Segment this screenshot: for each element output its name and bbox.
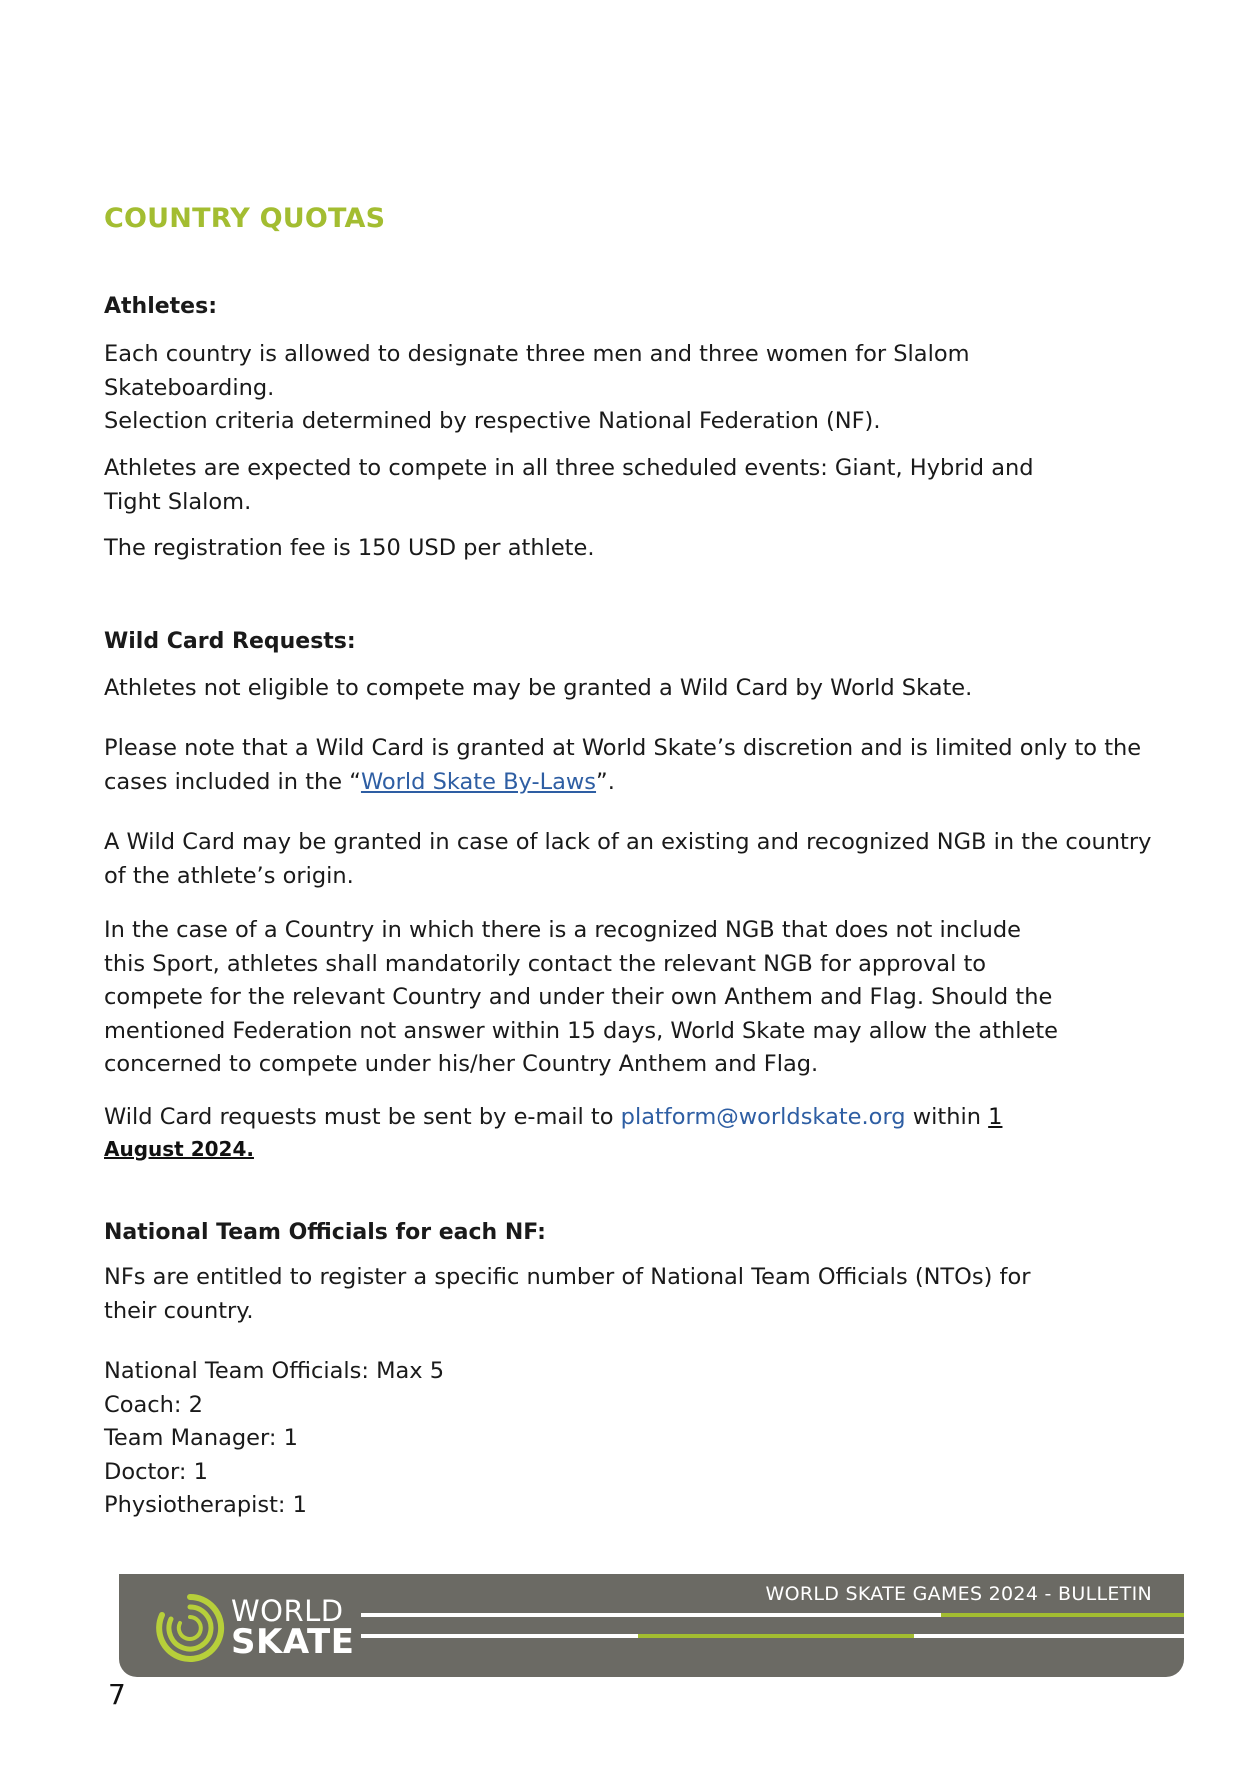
- bulletin-title: WORLD SKATE GAMES 2024 - BULLETIN: [765, 1583, 1152, 1605]
- divider-rule: [638, 1634, 914, 1638]
- text-line: compete for the relevant Country and under their own Anthem and Flag. Should the: [104, 984, 1053, 1010]
- wildcard-paragraph-3: [104, 826, 1151, 893]
- text-line: Please note that a Wild Card is granted at World Skate’s discretion and is limited only to the: [104, 735, 1142, 761]
- athletes-paragraph-2: [104, 452, 1034, 519]
- text-segment: within: [905, 1104, 989, 1130]
- officials-heading: National Team Officials for each NF:: [104, 1220, 546, 1245]
- text-segment: Wild Card requests must be sent by e-mail to: [104, 1104, 621, 1130]
- text-segment: cases included in the “: [104, 768, 361, 795]
- text-line: Athletes are expected to compete in all three scheduled events: Giant, Hybrid and: [104, 455, 1034, 481]
- text-line: NFs are entitled to register a specific number of National Team Officials (NTOs) for: [104, 1264, 1031, 1290]
- text-line: [104, 766, 1141, 800]
- officials-paragraph-1: [104, 1261, 1030, 1328]
- divider-rule: [361, 1634, 638, 1638]
- list-item: Team Manager: 1: [104, 1425, 298, 1451]
- wildcard-paragraph-5: [104, 1101, 1002, 1163]
- footer-banner: [119, 1574, 1184, 1677]
- text-line: Each country is allowed to designate three men and three women for Slalom: [104, 341, 970, 367]
- page-title: COUNTRY QUOTAS: [104, 203, 386, 234]
- list-item: National Team Officials: Max 5: [104, 1358, 445, 1384]
- page-number: 7: [108, 1678, 126, 1711]
- text-line: Tight Slalom.: [104, 488, 252, 515]
- list-item: Doctor: 1: [104, 1458, 208, 1485]
- divider-rule: [941, 1613, 1184, 1617]
- logo-wordmark-bottom: SKATE: [231, 1622, 355, 1662]
- divider-rule: [914, 1634, 1184, 1638]
- text-segment: ”.: [596, 768, 615, 795]
- text-line: their country.: [104, 1297, 254, 1324]
- wildcard-heading: Wild Card Requests:: [104, 629, 356, 654]
- deadline-date-day: 1: [988, 1104, 1003, 1130]
- wildcard-paragraph-1: Athletes not eligible to compete may be granted a Wild Card by World Skate.: [104, 675, 973, 701]
- wildcard-paragraph-4: [104, 914, 1058, 1082]
- world-skate-logo-icon: [153, 1591, 227, 1665]
- list-item: Coach: 2: [104, 1391, 203, 1418]
- registration-fee-text: The registration fee is 150 USD per athlete.: [104, 535, 595, 561]
- athletes-heading: Athletes:: [104, 294, 217, 319]
- divider-rule: [361, 1613, 941, 1617]
- email-link[interactable]: platform@worldskate.org: [620, 1104, 906, 1130]
- officials-list: [104, 1355, 444, 1523]
- deadline-date: August 2024.: [104, 1136, 254, 1161]
- text-line: Skateboarding.: [104, 374, 275, 401]
- text-line: [104, 1101, 1002, 1135]
- text-line: A Wild Card may be granted in case of lack of an existing and recognized NGB in the country: [104, 829, 1152, 855]
- logo-wordmark-top: WORLD: [231, 1594, 344, 1628]
- athletes-paragraph-1: [104, 338, 970, 439]
- bylaws-link[interactable]: World Skate By-Laws: [360, 768, 597, 795]
- text-line: In the case of a Country in which there is a recognized NGB that does not include: [104, 917, 1022, 943]
- wildcard-paragraph-2: [104, 732, 1141, 799]
- list-item: Physiotherapist: 1: [104, 1492, 307, 1518]
- text-line: Selection criteria determined by respective National Federation (NF).: [104, 408, 881, 434]
- text-line: this Sport, athletes shall mandatorily contact the relevant NGB for approval to: [104, 950, 987, 977]
- text-line: of the athlete’s origin.: [104, 862, 354, 889]
- text-line: mentioned Federation not answer within 15 days, World Skate may allow the athlete: [104, 1017, 1059, 1044]
- text-line: concerned to compete under his/her Country Anthem and Flag.: [104, 1051, 819, 1077]
